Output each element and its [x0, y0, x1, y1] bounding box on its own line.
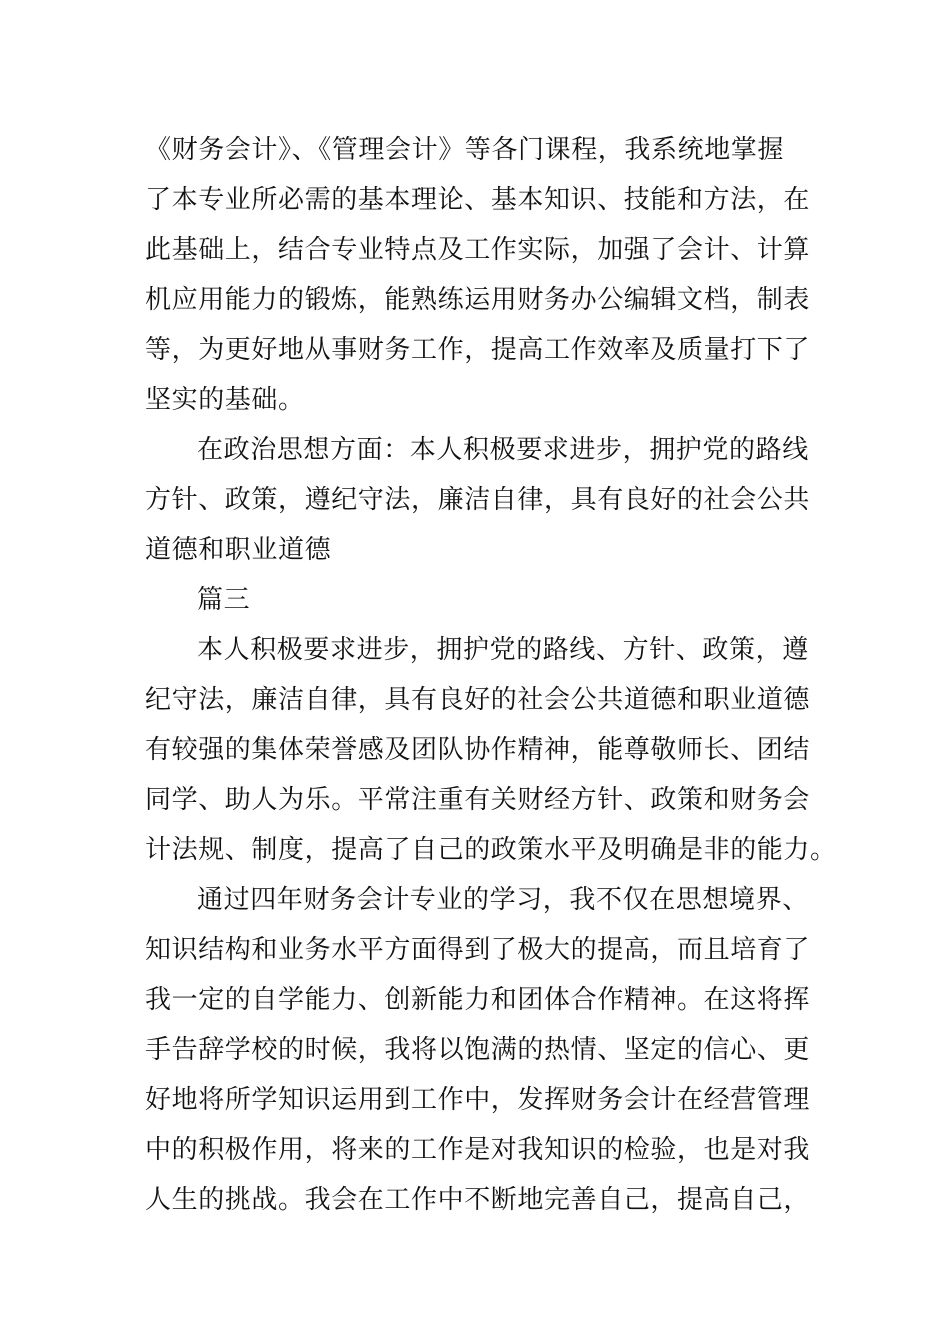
- text-line-1: 《财务会计》、《管理会计》等各门课程，我系统地掌握: [145, 135, 785, 165]
- text-line-21: 中的积极作用，将来的工作是对我知识的检验，也是对我: [145, 1135, 811, 1165]
- text-line-4: 机应用能力的锻炼，能熟练运用财务办公编辑文档，制表: [145, 285, 811, 315]
- text-line-13: 有较强的集体荣誉感及团队协作精神，能尊敬师长、团结: [145, 735, 811, 765]
- text-line-18: 我一定的自学能力、创新能力和团体合作精神。在这将挥: [145, 985, 811, 1015]
- text-line-2: 了本专业所必需的基本理论、基本知识、技能和方法，在: [145, 185, 811, 215]
- text-line-12: 纪守法，廉洁自律，具有良好的社会公共道德和职业道德: [145, 685, 811, 715]
- text-line-9: 道德和职业道德: [145, 535, 332, 565]
- section-heading: 篇三: [197, 585, 251, 615]
- text-line-7: 在政治思想方面：本人积极要求进步，拥护党的路线: [197, 435, 809, 465]
- text-line-20: 好地将所学知识运用到工作中，发挥财务会计在经营管理: [145, 1085, 811, 1115]
- text-line-14: 同学、助人为乐。平常注重有关财经方针、政策和财务会: [145, 785, 811, 815]
- text-line-22: 人生的挑战。我会在工作中不断地完善自己，提高自己，: [145, 1185, 811, 1215]
- text-line-11: 本人积极要求进步，拥护党的路线、方针、政策，遵: [197, 635, 809, 665]
- text-line-5: 等，为更好地从事财务工作，提高工作效率及质量打下了: [145, 335, 811, 365]
- text-line-3: 此基础上，结合专业特点及工作实际，加强了会计、计算: [145, 235, 811, 265]
- text-line-15: 计法规、制度，提高了自己的政策水平及明确是非的能力。: [145, 835, 837, 865]
- text-line-16: 通过四年财务会计专业的学习，我不仅在思想境界、: [197, 885, 809, 915]
- text-line-6: 坚实的基础。: [145, 385, 305, 415]
- text-line-17: 知识结构和业务水平方面得到了极大的提高，而且培育了: [145, 935, 811, 965]
- text-line-8: 方针、政策，遵纪守法，廉洁自律，具有良好的社会公共: [145, 485, 811, 515]
- text-line-19: 手告辞学校的时候，我将以饱满的热情、坚定的信心、更: [145, 1035, 811, 1065]
